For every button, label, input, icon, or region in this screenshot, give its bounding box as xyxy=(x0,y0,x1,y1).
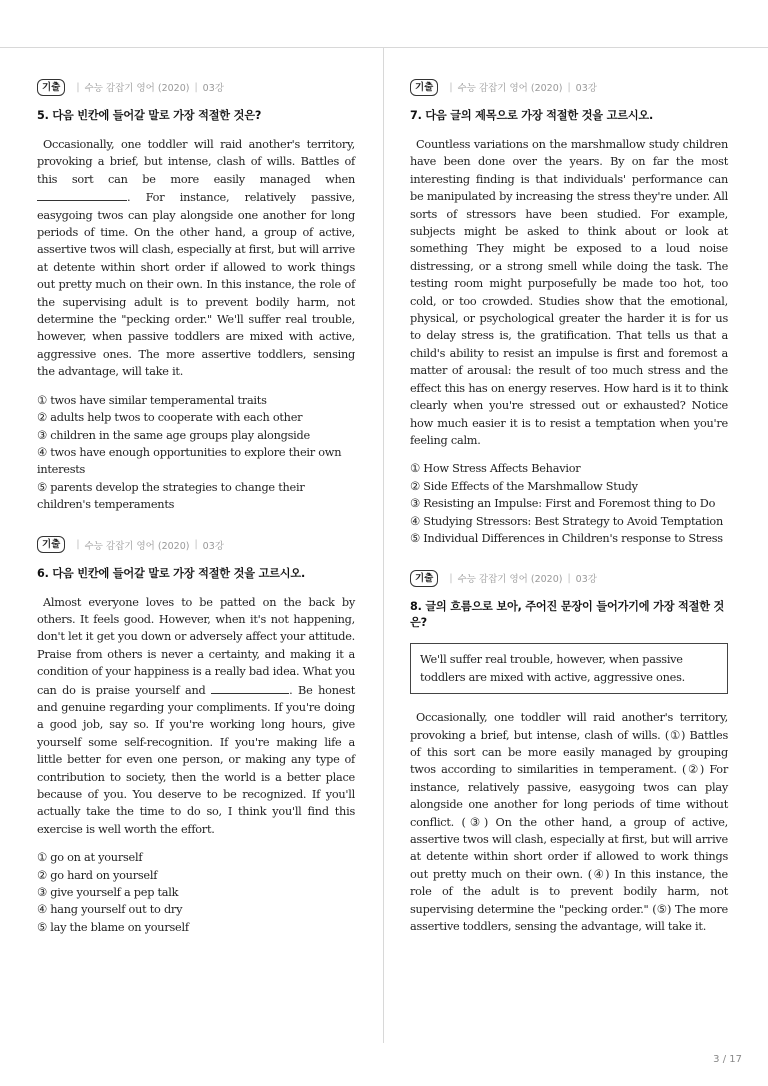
question-title: 5. 다음 빈칸에 들어갈 말로 가장 적절한 것은? xyxy=(37,109,262,122)
option-2[interactable]: ② Side Effects of the Marshmallow Study xyxy=(410,479,638,493)
source-label: 수능 감잡기 영어 (2020) xyxy=(84,83,190,94)
source-label: 수능 감잡기 영어 (2020) xyxy=(84,540,190,552)
answer-options xyxy=(37,849,355,936)
question-7 xyxy=(410,78,728,547)
question-passage: Countless variations on the marshmallow study children have been done over the years. By on far the most interesting finding is that individuals' performance can be manipulated by increasing the stress they're under. All sorts of stressors have been studied. For example, subjects might be asked to think about or look at something They might be exposed to a loud noise distressing, or a strong smell while doing the task. The testing room might purposefully be made too hot, too cold, or too crowded. Studies show that the emotional, physical, or psychological greater the harder it is for us to delay stress is, the gratification. That tells us that a child's ability to resist an impulse is first and foremost a matter of arousal: the result of too much stress and the effect this has on energy reserves. How hard is it to think clearly when you're stressed out or exhausted? Notice how much easier it is to resist a temptation when you're feeling calm. xyxy=(410,138,728,447)
option-5[interactable]: ⑤ parents develop the strategies to change their children's temperaments xyxy=(37,480,305,512)
option-2[interactable]: ② go hard on yourself xyxy=(37,868,158,882)
option-4[interactable]: ④ twos have enough opportunities to explore their own interests xyxy=(37,445,342,477)
option-3[interactable]: ③ Resisting an Impulse: First and Foremost thing to Do xyxy=(410,497,716,511)
lesson-label: 03강 xyxy=(575,574,597,586)
exam-tag-badge: 기출 xyxy=(410,79,438,96)
answer-options xyxy=(37,392,355,514)
question-title: 8. 글의 흐름으로 보아, 주어진 문장이 들어가기에 가장 적절한 것은? xyxy=(410,600,725,630)
question-meta: 기출 | 수능 감잡기 영어 (2020) | 03강 xyxy=(410,78,728,96)
answer-blank xyxy=(37,188,127,201)
question-meta: 기출 | 수능 감잡기 영어 (2020) | 03강 xyxy=(410,569,728,587)
option-3[interactable]: ③ children in the same age groups play alongside xyxy=(37,428,310,442)
exam-tag-badge: 기출 xyxy=(410,570,438,587)
question-meta: 기출 | 수능 감잡기 영어 (2020) | 03강 xyxy=(37,536,355,554)
question-title: 7. 다음 글의 제목으로 가장 적절한 것을 고르시오. xyxy=(410,109,654,122)
option-4[interactable]: ④ Studying Stressors: Best Strategy to Avoid Temptation xyxy=(410,514,724,528)
header-rule xyxy=(0,47,768,48)
answer-options xyxy=(410,460,728,547)
option-4[interactable]: ④ hang yourself out to dry xyxy=(37,903,183,917)
question-meta: 기출 | 수능 감잡기 영어 (2020) | 03강 xyxy=(37,78,355,96)
question-passage: Almost everyone loves to be patted on the back by others. It feels good. However, when it's not happening, don't let it get you down or adversely affect your attitude. Praise from others is never a certainty, and making it a condition of your happiness is a really bad idea. What you can do is praise yourself and . Be honest and genuine regarding your compliments. If you're doing a good job, say so. If you're working long hours, give yourself some self-recognition. If you're making life a little better for even one person, or making any type of contribution to society, then the world is a better place because of you. You deserve to be recognized. If you'll actually take the time to do so, I think you'll find this exercise is well worth the effort. xyxy=(37,595,355,836)
option-3[interactable]: ③ give yourself a pep talk xyxy=(37,886,179,900)
question-passage: Occasionally, one toddler will raid another's territory, provoking a brief, but intense, clash of wills. Battles of this sort can be more easily managed when . For instance, relatively passive, easygoing twos can play alongside one another for long periods of time. On the other hand, a group of active, assertive twos will clash, especially at first, but will arrive at detente within short order if allowed to work things out pretty much on their own. In this instance, the role of the supervising adult is to prevent bodily harm, not determine the "pecking order." We'll suffer real trouble, however, when passive toddlers are mixed with active, aggressive ones. The more assertive toddlers, sensing the advantage, will take it. xyxy=(37,138,355,379)
page-number: 3 / 17 xyxy=(713,1054,742,1065)
exam-tag-badge: 기출 xyxy=(37,536,65,553)
lesson-label: 03강 xyxy=(575,83,597,94)
given-sentence-box: We'll suffer real trouble, however, when passive toddlers are mixed with active, aggressive ones. xyxy=(410,643,728,694)
lesson-label: 03강 xyxy=(202,83,224,94)
source-label: 수능 감잡기 영어 (2020) xyxy=(457,574,563,586)
option-1[interactable]: ① How Stress Affects Behavior xyxy=(410,462,581,476)
option-2[interactable]: ② adults help twos to cooperate with each other xyxy=(37,411,303,425)
lesson-label: 03강 xyxy=(202,540,224,552)
answer-blank xyxy=(211,681,289,694)
column-divider xyxy=(383,48,384,1043)
option-5[interactable]: ⑤ lay the blame on yourself xyxy=(37,920,189,934)
question-6 xyxy=(37,536,355,937)
right-column xyxy=(410,78,728,957)
option-5[interactable]: ⑤ Individual Differences in Children's response to Stress xyxy=(410,531,723,545)
question-8 xyxy=(410,569,728,935)
left-column xyxy=(37,78,355,958)
question-5 xyxy=(37,78,355,514)
option-1[interactable]: ① go on at yourself xyxy=(37,851,143,865)
option-1[interactable]: ① twos have similar temperamental traits xyxy=(37,393,267,407)
exam-tag-badge: 기출 xyxy=(37,79,65,96)
question-passage: Occasionally, one toddler will raid another's territory, provoking a brief, but intense, clash of wills. (①) Battles of this sort can be more easily managed by grouping twos according to similarities in temperament. (②) For instance, relatively passive, easygoing twos can play alongside one another for long periods of time without conflict. (③) On the other hand, a group of active, assertive twos will clash, especially at first, but will arrive at detente within short order if allowed to work things out pretty much on their own. (④) In this instance, the role of the adult is to prevent bodily harm, not supervising determine the "pecking order." (⑤) The more assertive toddlers, sensing the advantage, will take it. xyxy=(410,711,728,934)
question-title: 6. 다음 빈칸에 들어갈 말로 가장 적절한 것을 고르시오. xyxy=(37,566,305,580)
source-label: 수능 감잡기 영어 (2020) xyxy=(457,83,563,94)
